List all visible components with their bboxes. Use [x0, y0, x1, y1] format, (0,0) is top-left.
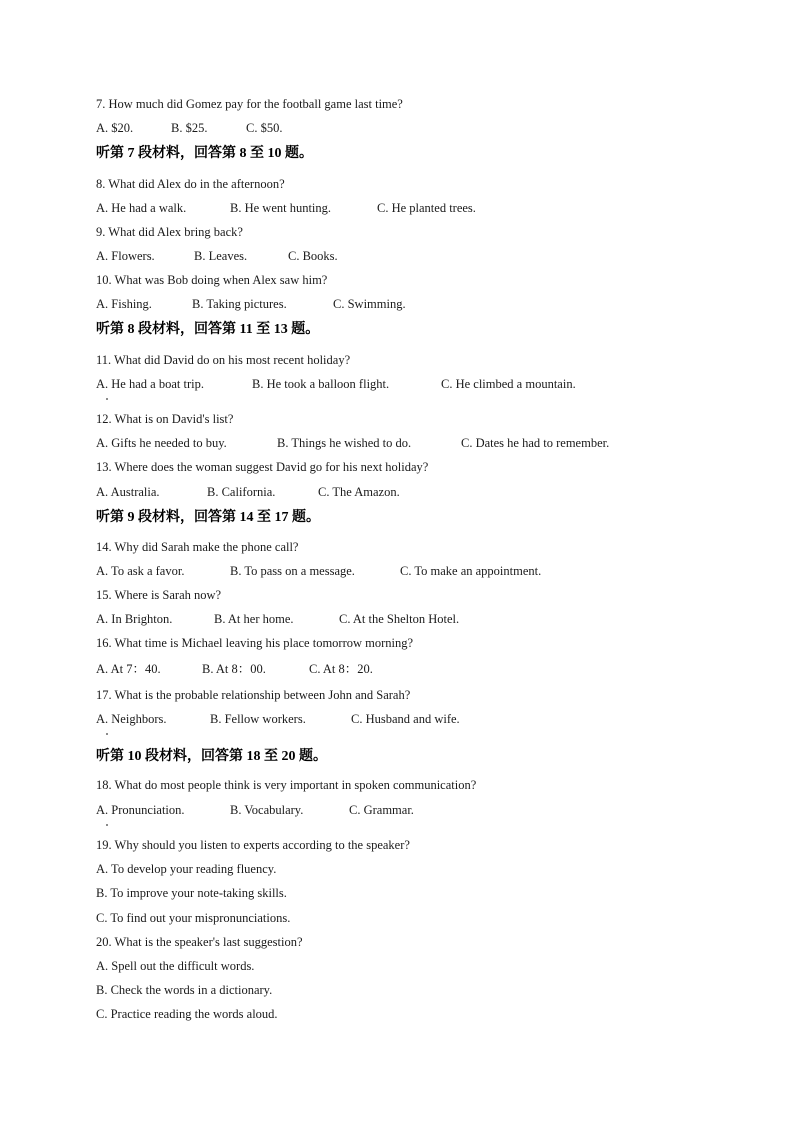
option-13a: A. Australia. [96, 485, 160, 499]
section-heading-9: 听第 9 段材料，回答第 14 至 17 题。 [96, 510, 320, 525]
option-19a: A. To develop your reading fluency. [96, 862, 277, 876]
option-10b: B. Taking pictures. [192, 297, 287, 311]
section-heading-10: 听第 10 段材料，回答第 18 至 20 题。 [96, 749, 327, 764]
option-9a: A. Flowers. [96, 249, 155, 263]
option-20a: A. Spell out the difficult words. [96, 959, 255, 973]
options-18 [96, 802, 414, 818]
option-13c: C. The Amazon. [318, 485, 400, 499]
question-12: 12. What is on David's list? [96, 412, 234, 426]
option-7a: A. $20. [96, 121, 134, 135]
option-9c: C. Books. [288, 249, 338, 263]
options-16 [96, 661, 373, 677]
option-9b: B. Leaves. [194, 249, 248, 263]
stray-mark [106, 398, 108, 400]
option-10c: C. Swimming. [333, 297, 406, 311]
question-19: 19. Why should you listen to experts according to the speaker? [96, 838, 410, 852]
option-18a: A. Pronunciation. [96, 803, 185, 817]
option-19b: B. To improve your note-taking skills. [96, 886, 287, 900]
option-8c: C. He planted trees. [377, 201, 476, 215]
options-14 [96, 563, 541, 579]
option-12b: B. Things he wished to do. [277, 436, 412, 450]
option-8a: A. He had a walk. [96, 201, 187, 215]
option-17b: B. Fellow workers. [210, 712, 306, 726]
option-16a: A. At 7：40. [96, 662, 161, 676]
stray-mark [106, 824, 108, 826]
option-15c: C. At the Shelton Hotel. [339, 612, 460, 626]
option-14c: C. To make an appointment. [400, 564, 542, 578]
question-18: 18. What do most people think is very important in spoken communication? [96, 778, 477, 792]
option-16c: C. At 8：20. [309, 662, 373, 676]
question-11: 11. What did David do on his most recent holiday? [96, 353, 351, 367]
option-17c: C. Husband and wife. [351, 712, 460, 726]
option-13b: B. California. [207, 485, 276, 499]
options-15 [96, 611, 459, 627]
option-14b: B. To pass on a message. [230, 564, 355, 578]
option-12a: A. Gifts he needed to buy. [96, 436, 227, 450]
options-9 [96, 248, 338, 264]
question-16: 16. What time is Michael leaving his place tomorrow morning? [96, 636, 414, 650]
option-19c: C. To find out your mispronunciations. [96, 911, 291, 925]
option-15b: B. At her home. [214, 612, 294, 626]
section-heading-7: 听第 7 段材料，回答第 8 至 10 题。 [96, 146, 313, 161]
options-8 [96, 200, 476, 216]
option-7c: C. $50. [246, 121, 283, 135]
option-12c: C. Dates he had to remember. [461, 436, 610, 450]
question-13: 13. Where does the woman suggest David go for his next holiday? [96, 460, 429, 474]
option-11b: B. He took a balloon flight. [252, 377, 390, 391]
option-11a: A. He had a boat trip. [96, 377, 204, 391]
options-10 [96, 296, 406, 312]
options-17 [96, 711, 460, 727]
option-7b: B. $25. [171, 121, 208, 135]
question-9: 9. What did Alex bring back? [96, 225, 243, 239]
question-17: 17. What is the probable relationship between John and Sarah? [96, 688, 411, 702]
question-15: 15. Where is Sarah now? [96, 588, 222, 602]
option-11c: C. He climbed a mountain. [441, 377, 576, 391]
option-18c: C. Grammar. [349, 803, 414, 817]
option-16b: B. At 8：00. [202, 662, 266, 676]
options-7 [96, 120, 282, 136]
options-12 [96, 435, 609, 451]
question-14: 14. Why did Sarah make the phone call? [96, 540, 299, 554]
stray-mark [106, 733, 108, 735]
option-14a: A. To ask a favor. [96, 564, 185, 578]
question-10: 10. What was Bob doing when Alex saw him? [96, 273, 328, 287]
option-8b: B. He went hunting. [230, 201, 332, 215]
question-8: 8. What did Alex do in the afternoon? [96, 177, 285, 191]
option-15a: A. In Brighton. [96, 612, 173, 626]
option-17a: A. Neighbors. [96, 712, 167, 726]
question-7: 7. How much did Gomez pay for the football game last time? [96, 97, 403, 111]
options-11 [96, 376, 576, 392]
option-18b: B. Vocabulary. [230, 803, 304, 817]
options-13 [96, 484, 400, 500]
option-20c: C. Practice reading the words aloud. [96, 1007, 278, 1021]
section-heading-8: 听第 8 段材料，回答第 11 至 13 题。 [96, 322, 320, 337]
question-20: 20. What is the speaker's last suggestion? [96, 935, 303, 949]
option-20b: B. Check the words in a dictionary. [96, 983, 273, 997]
option-10a: A. Fishing. [96, 297, 152, 311]
